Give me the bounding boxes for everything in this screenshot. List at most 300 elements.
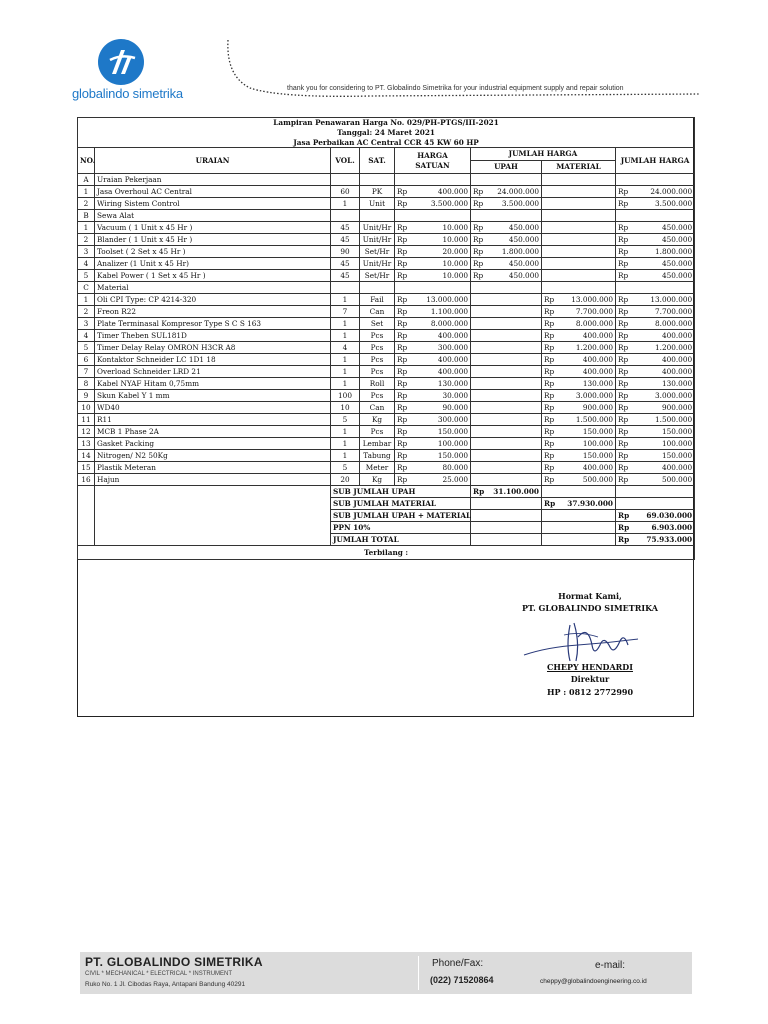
row-upah xyxy=(483,210,542,222)
row-harga-rp: Rp xyxy=(395,354,407,366)
footer-company: PT. GLOBALINDO SIMETRIKA xyxy=(85,955,263,969)
row-upah-rp xyxy=(471,390,483,402)
row-vol: 1 xyxy=(331,450,360,462)
row-harga-rp: Rp xyxy=(395,438,407,450)
summary-jumlah xyxy=(628,498,695,510)
row-upah-rp xyxy=(471,474,483,486)
summary-material xyxy=(554,522,616,534)
row-material: 150.000 xyxy=(554,450,616,462)
row-jumlah-rp: Rp xyxy=(616,474,628,486)
summary-jumlah: 69.030.000 xyxy=(628,510,695,522)
row-jumlah-rp xyxy=(616,210,628,222)
row-upah-rp: Rp xyxy=(471,198,483,210)
row-uraian: Plastik Meteran xyxy=(95,462,331,474)
terbilang-row xyxy=(78,546,695,560)
summary-blank-no xyxy=(78,522,95,534)
row-sat: Set xyxy=(360,318,395,330)
row-harga-rp: Rp xyxy=(395,474,407,486)
header-row xyxy=(78,148,695,161)
item-row xyxy=(78,474,695,486)
row-jumlah: 1.500.000 xyxy=(628,414,695,426)
row-harga-rp: Rp xyxy=(395,186,407,198)
row-sat: Fail xyxy=(360,294,395,306)
row-sat: Can xyxy=(360,306,395,318)
row-vol: 1 xyxy=(331,366,360,378)
row-uraian: MCB 1 Phase 2A xyxy=(95,426,331,438)
summary-material-rp xyxy=(542,534,554,546)
row-uraian: R11 xyxy=(95,414,331,426)
row-harga: 400.000 xyxy=(407,354,471,366)
row-harga: 400.000 xyxy=(407,330,471,342)
row-harga: 130.000 xyxy=(407,378,471,390)
summary-blank-no xyxy=(78,486,95,498)
row-material: 400.000 xyxy=(554,330,616,342)
row-uraian: Sewa Alat xyxy=(95,210,331,222)
section-row xyxy=(78,174,695,186)
row-vol: 20 xyxy=(331,474,360,486)
row-material-rp: Rp xyxy=(542,294,554,306)
row-uraian: Overload Schneider LRD 21 xyxy=(95,366,331,378)
row-jumlah-rp: Rp xyxy=(616,198,628,210)
row-material-rp xyxy=(542,186,554,198)
row-vol: 45 xyxy=(331,258,360,270)
row-upah-rp xyxy=(471,354,483,366)
row-sat xyxy=(360,282,395,294)
row-jumlah: 450.000 xyxy=(628,222,695,234)
row-jumlah: 150.000 xyxy=(628,426,695,438)
row-jumlah-rp xyxy=(616,282,628,294)
row-uraian: Kabel NYAF Hitam 0,75mm xyxy=(95,378,331,390)
row-jumlah xyxy=(628,282,695,294)
row-upah-rp xyxy=(471,438,483,450)
row-harga: 300.000 xyxy=(407,414,471,426)
item-row xyxy=(78,438,695,450)
row-harga: 8.000.000 xyxy=(407,318,471,330)
row-upah-rp: Rp xyxy=(471,246,483,258)
row-harga xyxy=(407,210,471,222)
row-upah: 450.000 xyxy=(483,222,542,234)
row-material: 3.000.000 xyxy=(554,390,616,402)
row-material: 150.000 xyxy=(554,426,616,438)
row-jumlah-rp xyxy=(616,174,628,186)
summary-label: SUB JUMLAH UPAH xyxy=(331,486,471,498)
summary-blank-uraian xyxy=(95,510,331,522)
row-vol xyxy=(331,282,360,294)
row-harga-rp: Rp xyxy=(395,426,407,438)
row-harga: 150.000 xyxy=(407,450,471,462)
row-vol: 1 xyxy=(331,294,360,306)
row-upah xyxy=(483,282,542,294)
summary-blank-no xyxy=(78,498,95,510)
row-jumlah-rp: Rp xyxy=(616,402,628,414)
row-harga: 10.000 xyxy=(407,258,471,270)
row-material: 400.000 xyxy=(554,462,616,474)
row-jumlah: 900.000 xyxy=(628,402,695,414)
row-harga-rp: Rp xyxy=(395,378,407,390)
doc-title-line-2: Tanggal: 24 Maret 2021 xyxy=(78,128,695,138)
row-harga-rp: Rp xyxy=(395,390,407,402)
row-harga-rp xyxy=(395,210,407,222)
row-jumlah-rp: Rp xyxy=(616,222,628,234)
row-harga xyxy=(407,282,471,294)
row-jumlah-rp: Rp xyxy=(616,450,628,462)
summary-blank-uraian xyxy=(95,498,331,510)
row-vol: 1 xyxy=(331,378,360,390)
item-row xyxy=(78,462,695,474)
item-row xyxy=(78,366,695,378)
row-harga xyxy=(407,174,471,186)
row-jumlah xyxy=(628,210,695,222)
row-no: 15 xyxy=(78,462,95,474)
summary-upah-rp xyxy=(471,534,483,546)
row-material: 1.200.000 xyxy=(554,342,616,354)
row-jumlah-rp: Rp xyxy=(616,186,628,198)
row-jumlah-rp: Rp xyxy=(616,342,628,354)
col-no-header: NO. xyxy=(78,148,95,174)
row-harga-rp: Rp xyxy=(395,258,407,270)
row-upah-rp xyxy=(471,318,483,330)
summary-material: 37.930.000 xyxy=(554,498,616,510)
row-vol xyxy=(331,210,360,222)
item-row xyxy=(78,186,695,198)
logo-text: globalindo simetrika xyxy=(72,86,183,101)
row-material-rp xyxy=(542,210,554,222)
row-vol: 45 xyxy=(331,270,360,282)
row-vol: 90 xyxy=(331,246,360,258)
row-sat: Tabung xyxy=(360,450,395,462)
row-jumlah-rp: Rp xyxy=(616,462,628,474)
row-harga: 25.000 xyxy=(407,474,471,486)
item-row xyxy=(78,342,695,354)
row-upah xyxy=(483,342,542,354)
row-uraian: Nitrogen/ N2 50Kg xyxy=(95,450,331,462)
row-material: 100.000 xyxy=(554,438,616,450)
signatory-name: CHEPY HENDARDI xyxy=(547,661,633,672)
company-logo-icon xyxy=(97,38,145,86)
row-material: 500.000 xyxy=(554,474,616,486)
col-vol-header: VOL. xyxy=(331,148,360,174)
row-harga-rp: Rp xyxy=(395,402,407,414)
summary-row xyxy=(78,510,695,522)
summary-row xyxy=(78,522,695,534)
summary-upah-rp xyxy=(471,510,483,522)
quotation-table xyxy=(77,117,695,560)
summary-label: SUB JUMLAH UPAH + MATERIAL xyxy=(331,510,471,522)
doc-title-line-3: Jasa Perbaikan AC Central CCR 45 KW 60 HP xyxy=(78,138,695,148)
row-harga: 10.000 xyxy=(407,234,471,246)
row-upah xyxy=(483,402,542,414)
row-harga-rp: Rp xyxy=(395,270,407,282)
row-upah-rp xyxy=(471,282,483,294)
col-jumlah-harga-group-header: JUMLAH HARGA xyxy=(471,148,616,161)
row-jumlah: 400.000 xyxy=(628,354,695,366)
row-no: 1 xyxy=(78,222,95,234)
footer-email-label: e-mail: xyxy=(595,960,626,971)
summary-jumlah-rp: Rp xyxy=(616,510,628,522)
row-jumlah-rp: Rp xyxy=(616,330,628,342)
row-sat: Pcs xyxy=(360,366,395,378)
row-harga: 150.000 xyxy=(407,426,471,438)
row-upah-rp xyxy=(471,210,483,222)
row-sat: Unit/Hr xyxy=(360,258,395,270)
row-upah-rp xyxy=(471,414,483,426)
row-vol: 45 xyxy=(331,234,360,246)
row-jumlah: 400.000 xyxy=(628,366,695,378)
col-upah-header: UPAH xyxy=(471,161,542,174)
row-material-rp: Rp xyxy=(542,402,554,414)
row-sat: Set/Hr xyxy=(360,270,395,282)
row-jumlah: 450.000 xyxy=(628,258,695,270)
row-material xyxy=(554,198,616,210)
signatory-role: Direktur xyxy=(570,674,610,685)
row-jumlah-rp: Rp xyxy=(616,366,628,378)
row-no: 16 xyxy=(78,474,95,486)
row-jumlah: 24.000.000 xyxy=(628,186,695,198)
row-uraian: Vacuum ( 1 Unit x 45 Hr ) xyxy=(95,222,331,234)
row-material-rp: Rp xyxy=(542,426,554,438)
row-harga: 400.000 xyxy=(407,186,471,198)
harga-header-line-1: HARGA xyxy=(417,151,448,161)
row-upah-rp xyxy=(471,462,483,474)
row-harga-rp: Rp xyxy=(395,234,407,246)
footer-email[interactable]: cheppy@globalindoengineering.co.id xyxy=(540,978,647,985)
row-uraian: Uraian Pekerjaan xyxy=(95,174,331,186)
row-no: 13 xyxy=(78,438,95,450)
row-jumlah: 450.000 xyxy=(628,234,695,246)
row-jumlah-rp: Rp xyxy=(616,318,628,330)
row-jumlah-rp: Rp xyxy=(616,426,628,438)
item-row xyxy=(78,294,695,306)
row-material-rp xyxy=(542,270,554,282)
row-uraian: Wiring Sistem Control xyxy=(95,198,331,210)
row-material: 400.000 xyxy=(554,354,616,366)
row-vol: 100 xyxy=(331,390,360,402)
row-upah-rp: Rp xyxy=(471,222,483,234)
summary-jumlah-rp: Rp xyxy=(616,522,628,534)
row-material-rp: Rp xyxy=(542,306,554,318)
row-harga-rp: Rp xyxy=(395,342,407,354)
row-material-rp xyxy=(542,222,554,234)
footer-divider xyxy=(418,956,419,990)
row-jumlah: 3.500.000 xyxy=(628,198,695,210)
item-row xyxy=(78,402,695,414)
col-uraian-header: URAIAN xyxy=(95,148,331,174)
row-harga-rp: Rp xyxy=(395,330,407,342)
row-upah xyxy=(483,390,542,402)
letterhead-tagline: thank you for considering to PT. Globalindo Simetrika for your industrial equipment supply and repair solution xyxy=(287,85,624,92)
row-upah xyxy=(483,438,542,450)
summary-row xyxy=(78,486,695,498)
row-uraian: Timer Delay Relay OMRON H3CR A8 xyxy=(95,342,331,354)
row-material xyxy=(554,282,616,294)
summary-material-rp xyxy=(542,522,554,534)
item-row xyxy=(78,258,695,270)
row-harga-rp: Rp xyxy=(395,198,407,210)
item-row xyxy=(78,222,695,234)
row-upah xyxy=(483,414,542,426)
row-jumlah: 100.000 xyxy=(628,438,695,450)
item-row xyxy=(78,426,695,438)
summary-material-rp xyxy=(542,510,554,522)
row-material-rp: Rp xyxy=(542,354,554,366)
row-sat: Unit/Hr xyxy=(360,234,395,246)
row-harga: 1.100.000 xyxy=(407,306,471,318)
row-uraian: Gasket Packing xyxy=(95,438,331,450)
row-harga: 20.000 xyxy=(407,246,471,258)
row-no: 2 xyxy=(78,306,95,318)
row-upah-rp: Rp xyxy=(471,258,483,270)
summary-jumlah-rp: Rp xyxy=(616,534,628,546)
item-row xyxy=(78,198,695,210)
row-upah: 3.500.000 xyxy=(483,198,542,210)
row-material: 8.000.000 xyxy=(554,318,616,330)
row-material xyxy=(554,210,616,222)
row-upah: 450.000 xyxy=(483,234,542,246)
col-jumlah-harga-header: JUMLAH HARGA xyxy=(616,148,695,174)
row-material: 130.000 xyxy=(554,378,616,390)
item-row xyxy=(78,306,695,318)
row-harga: 90.000 xyxy=(407,402,471,414)
row-vol: 1 xyxy=(331,438,360,450)
row-sat: Kg xyxy=(360,474,395,486)
summary-label: PPN 10% xyxy=(331,522,471,534)
summary-jumlah: 6.903.000 xyxy=(628,522,695,534)
row-upah-rp xyxy=(471,378,483,390)
row-no: 5 xyxy=(78,342,95,354)
row-uraian: Toolset ( 2 Set x 45 Hr ) xyxy=(95,246,331,258)
row-material-rp: Rp xyxy=(542,330,554,342)
row-no: 4 xyxy=(78,330,95,342)
row-upah-rp xyxy=(471,342,483,354)
row-upah xyxy=(483,462,542,474)
footer-phone-label: Phone/Fax: xyxy=(432,958,484,969)
row-jumlah: 150.000 xyxy=(628,450,695,462)
row-upah-rp: Rp xyxy=(471,234,483,246)
row-upah: 450.000 xyxy=(483,270,542,282)
row-uraian: Blander ( 1 Unit x 45 Hr ) xyxy=(95,234,331,246)
row-uraian: Analizer (1 Unit x 45 Hr) xyxy=(95,258,331,270)
row-sat: Kg xyxy=(360,414,395,426)
row-jumlah: 13.000.000 xyxy=(628,294,695,306)
row-upah xyxy=(483,366,542,378)
row-no: 12 xyxy=(78,426,95,438)
row-sat: Can xyxy=(360,402,395,414)
summary-material-rp: Rp xyxy=(542,498,554,510)
row-vol: 1 xyxy=(331,354,360,366)
row-harga-rp xyxy=(395,174,407,186)
row-material-rp: Rp xyxy=(542,318,554,330)
summary-upah xyxy=(483,498,542,510)
row-material xyxy=(554,234,616,246)
row-harga-rp: Rp xyxy=(395,462,407,474)
row-material xyxy=(554,258,616,270)
row-vol: 1 xyxy=(331,198,360,210)
row-material: 1.500.000 xyxy=(554,414,616,426)
doc-title-line-1: Lampiran Penawaran Harga No. 029/PH-PTGS/III-2021 xyxy=(78,118,695,128)
row-jumlah-rp: Rp xyxy=(616,354,628,366)
summary-upah xyxy=(483,534,542,546)
row-vol: 1 xyxy=(331,318,360,330)
summary-blank-uraian xyxy=(95,534,331,546)
col-material-header: MATERIAL xyxy=(542,161,616,174)
row-material-rp xyxy=(542,234,554,246)
row-harga: 10.000 xyxy=(407,222,471,234)
row-jumlah: 130.000 xyxy=(628,378,695,390)
row-vol: 5 xyxy=(331,462,360,474)
row-upah-rp xyxy=(471,330,483,342)
summary-row xyxy=(78,498,695,510)
row-jumlah-rp: Rp xyxy=(616,414,628,426)
row-material: 400.000 xyxy=(554,366,616,378)
signatory-phone: HP : 0812 2772990 xyxy=(546,686,634,697)
row-uraian: Oli CPI Type: CP 4214-320 xyxy=(95,294,331,306)
row-harga-rp: Rp xyxy=(395,294,407,306)
row-sat: Meter xyxy=(360,462,395,474)
row-uraian: Plate Terminasal Kompresor Type S C S 163 xyxy=(95,318,331,330)
row-upah-rp xyxy=(471,174,483,186)
section-row xyxy=(78,282,695,294)
row-harga: 400.000 xyxy=(407,366,471,378)
footer-address: Ruko No. 1 Jl. Cibodas Raya, Antapani Bandung 40291 xyxy=(85,981,246,988)
row-material-rp: Rp xyxy=(542,450,554,462)
footer-divisions: CIVIL * MECHANICAL * ELECTRICAL * INSTRUMENT xyxy=(85,971,233,977)
title-row xyxy=(78,118,695,128)
row-harga: 13.000.000 xyxy=(407,294,471,306)
row-harga: 300.000 xyxy=(407,342,471,354)
row-uraian: Freon R22 xyxy=(95,306,331,318)
row-material: 13.000.000 xyxy=(554,294,616,306)
row-jumlah: 450.000 xyxy=(628,270,695,282)
row-no: 11 xyxy=(78,414,95,426)
item-row xyxy=(78,234,695,246)
summary-material xyxy=(554,534,616,546)
row-upah xyxy=(483,378,542,390)
summary-jumlah-rp xyxy=(616,498,628,510)
row-uraian: Material xyxy=(95,282,331,294)
row-upah xyxy=(483,354,542,366)
summary-upah-rp xyxy=(471,498,483,510)
row-jumlah: 7.700.000 xyxy=(628,306,695,318)
row-upah-rp xyxy=(471,426,483,438)
row-jumlah: 8.000.000 xyxy=(628,318,695,330)
row-vol: 45 xyxy=(331,222,360,234)
item-row xyxy=(78,378,695,390)
footer-phone: (022) 71520864 xyxy=(430,975,494,985)
row-sat: Roll xyxy=(360,378,395,390)
item-row xyxy=(78,414,695,426)
row-jumlah: 1.800.000 xyxy=(628,246,695,258)
item-row xyxy=(78,330,695,342)
closing-text: Hormat Kami, xyxy=(558,591,622,601)
row-jumlah xyxy=(628,174,695,186)
row-material-rp: Rp xyxy=(542,474,554,486)
row-no: 9 xyxy=(78,390,95,402)
item-row xyxy=(78,450,695,462)
row-jumlah-rp: Rp xyxy=(616,258,628,270)
row-upah xyxy=(483,426,542,438)
item-row xyxy=(78,270,695,282)
section-row xyxy=(78,210,695,222)
row-no: 1 xyxy=(78,186,95,198)
row-uraian: Kontaktor Schneider LC 1D1 18 xyxy=(95,354,331,366)
row-no: 6 xyxy=(78,354,95,366)
row-no: 7 xyxy=(78,366,95,378)
row-jumlah-rp: Rp xyxy=(616,294,628,306)
row-harga-rp xyxy=(395,282,407,294)
row-jumlah-rp: Rp xyxy=(616,378,628,390)
row-harga: 30.000 xyxy=(407,390,471,402)
row-material-rp: Rp xyxy=(542,414,554,426)
